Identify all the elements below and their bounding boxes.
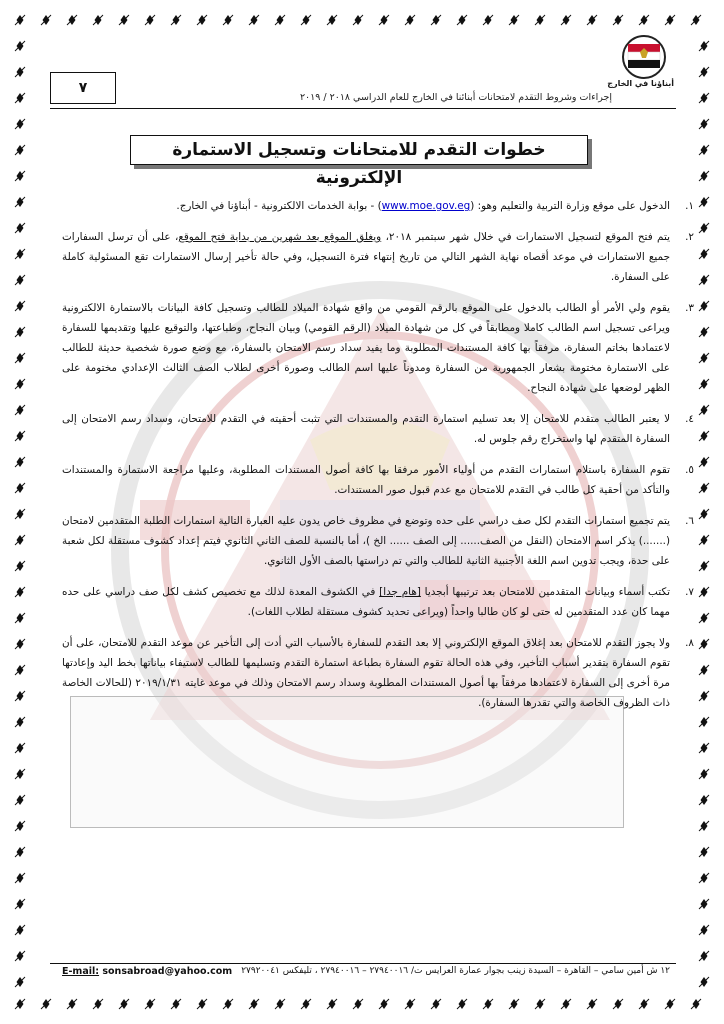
item-number: .٥ [685, 464, 694, 476]
list-item [62, 196, 694, 216]
list-item [62, 409, 694, 449]
running-header-title: إجراءات وشروط التقدم لامتحانات أبنائنا في الخارج للعام الدراسي ٢٠١٨ / ٢٠١٩ [299, 92, 612, 103]
email-address[interactable]: sonsabroad@yahoo.com [102, 966, 233, 977]
item-text: يقوم ولي الأمر أو الطالب بالدخول على الموقع بالرقم القومي من واقع شهادة الميلاد للطالب وتسجيل كافة البيانات بالاستمارة الالكترونية ويراعى تسجيل اسم الطالب كاملا ومطابقاً في كل من شهادة الميلاد (الرقم القومي) وبيان النجاح، وطباعتها، والتوقيع عليها وتقديمها للسفارة لاعتمادها بخاتم السفارة، مرفقاً بها كافة المستندات المطلوبة وما يفيد سداد رسم الامتحان بالسفارة، مع وضع صورة شخصية حديثة للطالب على الاستمارة مختومة بشعار الجمهورية من السفارة ومدوناً عليها اسم الطالب وصورة أخرى لطلاب الصف الثالث الإعدادي مختومة على الظهر لوضعها على شهادة النجاح. [62, 302, 670, 394]
item-text: لا يعتبر الطالب متقدم للامتحان إلا بعد تسليم استمارة التقدم والمستندات التي تثبت أحقيته في التقدم للامتحان، وسداد رسم الامتحان إلى السفارة المتقدم لها واستخراج رقم جلوس له. [62, 413, 670, 445]
list-item [62, 633, 694, 713]
item-text: الدخول على موقع وزارة التربية والتعليم وهو: ( [470, 200, 670, 212]
list-item [62, 227, 694, 287]
footer-address: ١٢ ش أمين سامي – القاهرة – السيدة زينب بجوار عمارة العرايس ت/ ٢٧٩٤٠٠١٦ – ٢٧٩٤٠٠١٦ ، تليفكس ٢٧٩٢٠٠٤١ [241, 966, 670, 976]
list-item [62, 460, 694, 500]
moe-website-link[interactable]: www.moe.gov.eg [381, 200, 471, 212]
item-text: ولا يجوز التقدم للامتحان بعد إغلاق الموقع الإلكتروني إلا بعد التقدم للسفارة بالأسباب التي أدت إلى التأخير عن موعد التقدم للامتحان، على أن تقوم السفارة بتقدير أسباب التأخير، وفي هذه الحالة تقوم السفارة بطباعة استمارة التقدم وتسليمها للطالب لاستيفاء بياناتها بخط اليد وإعادتها مرة أخرى إلى السفارة لاعتمادها مرفقاً بها أصول المستندات المطلوبة وسداد رسم الامتحان وذلك في موعد غايته ٢٠١٩/١/٣١ (للحالات الخاصة ذات الظروف الخاصة والتي تقدرها السفارة). [62, 637, 670, 709]
item-number: .٣ [685, 302, 694, 314]
footer-divider [50, 963, 676, 964]
list-item [62, 511, 694, 571]
page-number: ٧ [50, 72, 116, 104]
item-text: يتم فتح الموقع لتسجيل الاستمارات في خلال شهر سبتمبر ٢٠١٨، [381, 231, 670, 243]
item-emphasis: ويغلق الموقع بعد شهرين من بداية فتح الموقع [178, 231, 382, 243]
steps-list [62, 196, 694, 724]
item-number: .١ [685, 200, 694, 212]
abnaauna-logo [607, 34, 674, 90]
eagle-emblem-icon [614, 34, 674, 80]
item-text: ، على أن ترسل السفارات جميع الاستمارات في موعد أقصاه نهاية الشهر التالي من تاريخ إنتهاء فترة التسجيل، وفي حالة تأخير إرسال الاستمارات تقع المسئولية كاملة على السفارة. [62, 231, 670, 283]
item-text: تقوم السفارة باستلام استمارات التقدم من أولياء الأمور مرفقا بها كافة أصول المستندات المطلوبة، وعليها مراجعة الاستمارة والمستندات والتأكد من أحقية كل طالب في التقدم للامتحان مع عدم قبول صور المستندات. [62, 464, 670, 496]
item-text: يتم تجميع استمارات التقدم لكل صف دراسي على حده وتوضع في مظروف خاص يدون عليه العبارة التالية استمارات الطلبة المتقدمين لامتحان (.......) يذكر اسم الامتحان (النقل من الصف...... إلى الصف ...... الخ )، أما بالنسبة للصف الثاني الثانوي فيتم إعداد كشوف مستقلة لكل شعبة على حدة، ويجب تدوين اسم اللغة الأجنبية الثانية للطالب والتي تم دراستها بالصف الأول الثانوي. [62, 515, 670, 567]
section-heading: خطوات التقدم للامتحانات وتسجيل الاستمارة الإلكترونية [130, 135, 588, 165]
list-item [62, 298, 694, 398]
item-text: في الكشوف المعدة لذلك مع تخصيص كشف لكل صف دراسي على حده مهما كان عدد المتقدمين له حتى لو كان طالبا واحداً (ويراعى تحديد كشوف مستقلة لطلاب اللغات). [62, 586, 670, 618]
item-number: .٧ [685, 586, 694, 598]
footer-email [62, 966, 232, 977]
item-emphasis: [هام جدا] [379, 586, 421, 598]
item-number: .٦ [685, 515, 694, 527]
item-text: ) - بوابة الخدمات الالكترونية - أبناؤنا في الخارج. [176, 200, 382, 212]
header-divider [50, 108, 676, 109]
item-number: .٤ [685, 413, 694, 425]
list-item [62, 582, 694, 622]
email-label: E-mail: [62, 966, 100, 977]
item-number: .٢ [685, 231, 694, 243]
logo-caption: أبناؤنا في الخارج [607, 79, 674, 88]
item-number: .٨ [685, 637, 694, 649]
item-text: تكتب أسماء وبيانات المتقدمين للامتحان بعد ترتيبها أبجديا [420, 586, 670, 598]
